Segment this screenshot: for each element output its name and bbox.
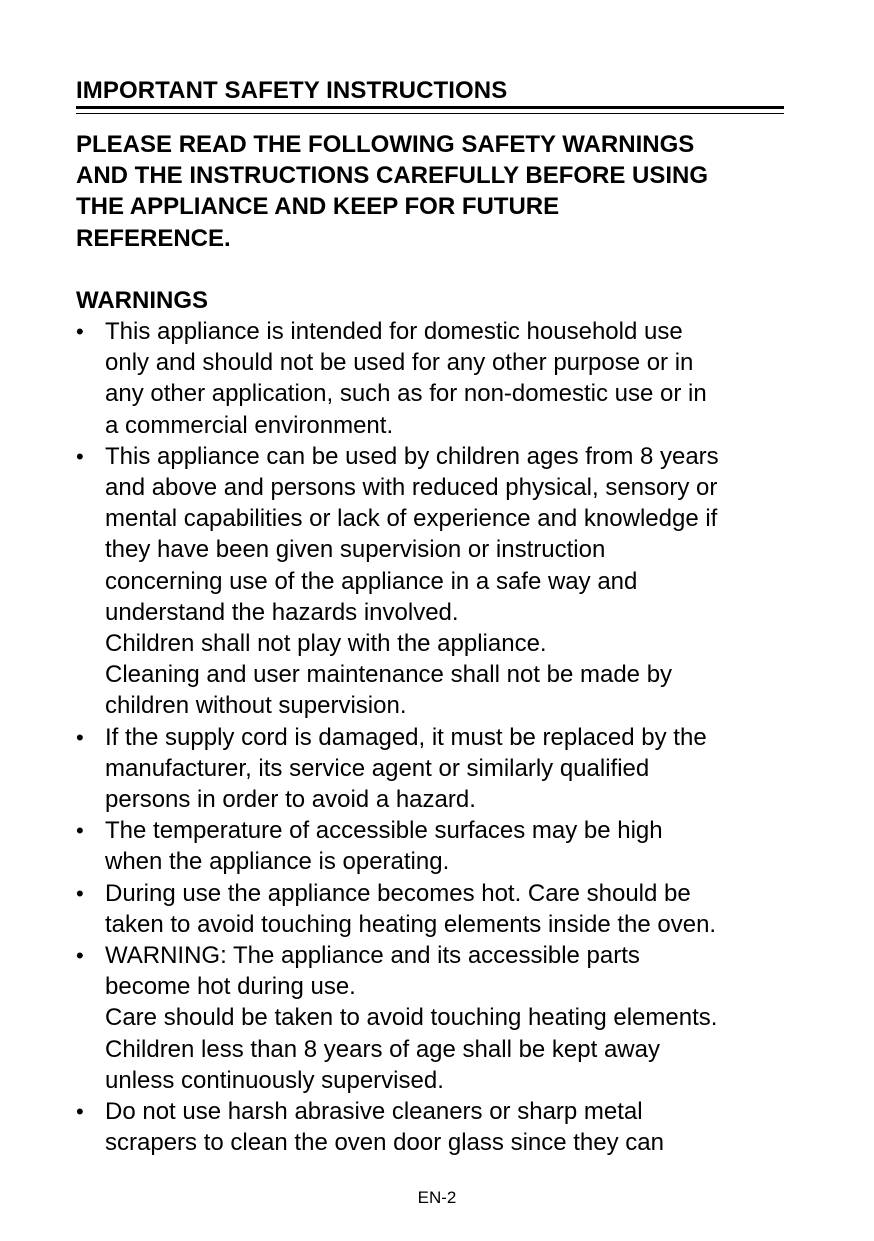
warning-item [76, 940, 816, 1096]
warning-line: they have been given supervision or instruction [105, 536, 606, 564]
warning-line: concerning use of the appliance in a safe way and [105, 567, 638, 595]
title-rule-thin [76, 113, 784, 114]
warning-line: If the supply cord is damaged, it must be replaced by the [105, 723, 707, 751]
warning-line: become hot during use. [105, 973, 356, 1001]
warning-line: scrapers to clean the oven door glass since they can [105, 1129, 664, 1157]
warning-line: WARNING: The appliance and its accessible parts [105, 942, 640, 970]
warning-item [76, 1096, 816, 1158]
warning-line: unless continuously supervised. [105, 1066, 444, 1094]
warning-line: Do not use harsh abrasive cleaners or sharp metal [105, 1098, 643, 1126]
intro-line: REFERENCE. [76, 224, 231, 252]
warning-line: any other application, such as for non-domestic use or in [105, 380, 707, 408]
bullet-icon: • [76, 443, 84, 469]
intro-line: PLEASE READ THE FOLLOWING SAFETY WARNINGS [76, 131, 695, 158]
warning-item [76, 722, 816, 816]
warning-line: This appliance can be used by children ages from 8 years [105, 442, 719, 470]
title-rule-thick [76, 106, 784, 109]
warning-line: children without supervision. [105, 692, 407, 720]
warning-line: This appliance is intended for domestic household use [105, 318, 683, 345]
bullet-icon: • [76, 818, 84, 844]
bullet-icon: • [76, 724, 84, 750]
intro-line: AND THE INSTRUCTIONS CAREFULLY BEFORE USING [76, 162, 709, 190]
bullet-icon: • [76, 880, 84, 906]
warning-line: only and should not be used for any other purpose or in [105, 349, 694, 377]
warning-item [76, 316, 816, 441]
warning-line: mental capabilities or lack of experience and knowledge if [105, 505, 718, 533]
intro-line: THE APPLIANCE AND KEEP FOR FUTURE [76, 193, 560, 221]
bullet-icon: • [76, 319, 84, 344]
warnings-list [76, 316, 816, 1158]
warning-line: when the appliance is operating. [105, 848, 450, 876]
warning-line: Care should be taken to avoid touching heating elements. [105, 1004, 718, 1032]
warning-line: manufacturer, its service agent or similarly qualified [105, 754, 650, 782]
warning-line: Cleaning and user maintenance shall not be made by [105, 661, 673, 689]
bullet-icon: • [76, 943, 84, 969]
warning-line: taken to avoid touching heating elements inside the oven. [105, 910, 717, 938]
warning-line: Children shall not play with the appliance. [105, 630, 547, 658]
warning-line: and above and persons with reduced physical, sensory or [105, 474, 718, 502]
bullet-icon: • [76, 1099, 84, 1125]
warning-line: Children less than 8 years of age shall be kept away [105, 1035, 660, 1063]
warning-line: a commercial environment. [105, 411, 394, 439]
section-title: IMPORTANT SAFETY INSTRUCTIONS [76, 77, 508, 104]
warning-item [76, 441, 816, 722]
warning-line: persons in order to avoid a hazard. [105, 786, 476, 814]
page-number: EN-2 [417, 1188, 457, 1207]
warning-item [76, 815, 816, 877]
warning-line: During use the appliance becomes hot. Care should be [105, 879, 691, 907]
warnings-heading: WARNINGS [76, 287, 208, 314]
warning-item [76, 878, 816, 940]
warning-line: The temperature of accessible surfaces may be high [105, 817, 663, 845]
warning-line: understand the hazards involved. [105, 598, 459, 626]
intro-paragraph [76, 129, 806, 254]
